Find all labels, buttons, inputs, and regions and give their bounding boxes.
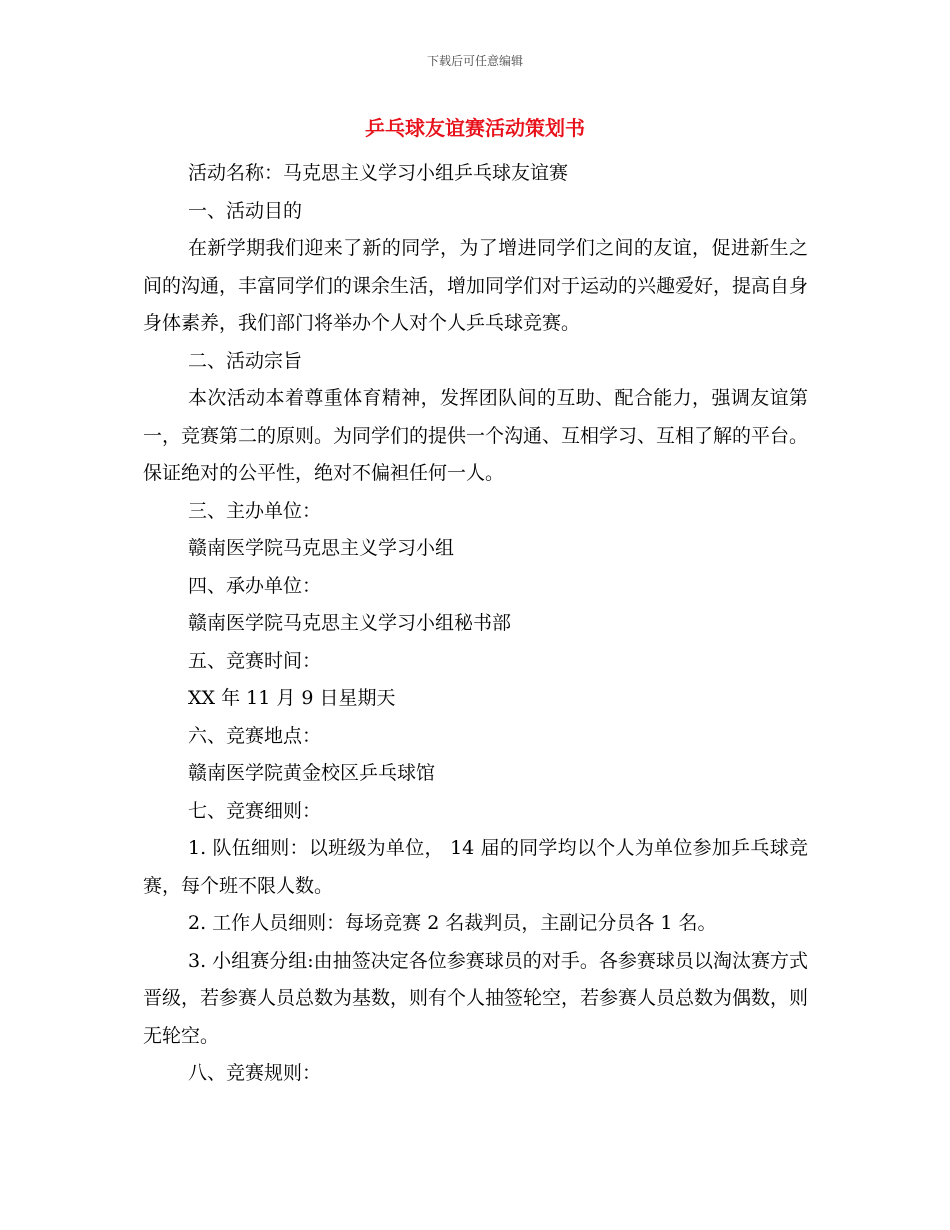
detail-item-teams: 1. 队伍细则：以班级为单位， 14 届的同学均以个人为单位参加乒乓球竞赛，每个班不限人数。 (143, 837, 808, 897)
document-title: 乒乓球友谊赛活动策划书 (365, 116, 585, 140)
paragraph-venue: 赣南医学院黄金校区乒乓球馆 (188, 762, 436, 784)
section-heading-venue: 六、竞赛地点： (188, 724, 322, 747)
activity-name: 活动名称：马克思主义学习小组乒乓球友谊赛 (188, 162, 569, 184)
page-header: 下载后可任意编辑 (426, 54, 523, 68)
document-body (143, 155, 808, 1093)
paragraph-organizer: 赣南医学院马克思主义学习小组 (188, 537, 455, 559)
paragraph-host: 赣南医学院马克思主义学习小组秘书部 (188, 612, 512, 634)
section-heading-time: 五、竞赛时间： (188, 649, 322, 672)
detail-item-staff: 2. 工作人员细则：每场竞赛 2 名裁判员，主副记分员各 1 名。 (188, 912, 717, 934)
paragraph-aim: 本次活动本着尊重体育精神，发挥团队间的互助、配合能力，强调友谊第一，竞赛第二的原则。为同学们的提供一个沟通、互相学习、互相了解的平台。保证绝对的公平性，绝对不偏袒任何一人。 (143, 387, 809, 484)
detail-item-groups: 3. 小组赛分组:由抽签决定各位参赛球员的对手。各参赛球员以淘汰赛方式晋级，若参赛人员总数为基数，则有个人抽签轮空，若参赛人员总数为偶数，则无轮空。 (143, 949, 809, 1047)
section-heading-purpose: 一、活动目的 (188, 199, 303, 222)
section-heading-aim: 二、活动宗旨 (188, 349, 303, 372)
paragraph-time: XX 年 11 月 9 日星期天 (188, 687, 396, 709)
paragraph-purpose: 在新学期我们迎来了新的同学，为了增进同学们之间的友谊，促进新生之间的沟通，丰富同学们的课余生活，增加同学们对于运动的兴趣爱好，提高自身身体素养，我们部门将举办个人对个人乒乓球竞赛。 (143, 237, 809, 334)
section-heading-host: 四、承办单位： (188, 574, 322, 597)
section-heading-details: 七、竞赛细则： (188, 799, 322, 822)
section-heading-rules: 八、竞赛规则： (188, 1062, 322, 1084)
section-heading-organizer: 三、主办单位： (188, 499, 322, 522)
